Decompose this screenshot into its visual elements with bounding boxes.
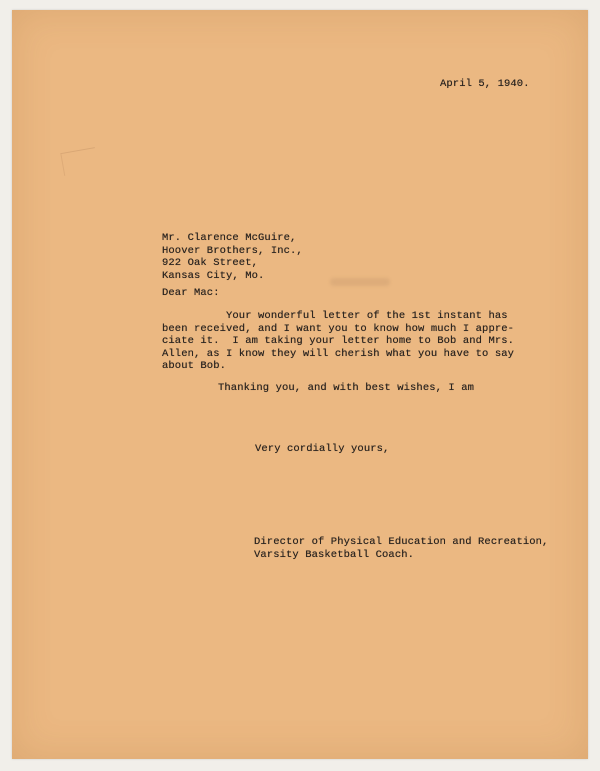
signature-line: Director of Physical Education and Recreation, [254, 536, 549, 548]
salutation: Dear Mac: [162, 287, 220, 299]
letter-page [12, 10, 588, 759]
recipient-address [162, 232, 303, 282]
letter-date: April 5, 1940. [440, 78, 530, 90]
body-line: Your wonderful letter of the 1st instant has [162, 310, 508, 322]
recipient-line: Mr. Clarence McGuire, [162, 232, 297, 244]
signature-block [254, 536, 548, 561]
body-line: ciate it. I am taking your letter home to Bob and Mrs. [162, 335, 515, 348]
paper-mark [60, 147, 98, 176]
recipient-line: Kansas City, Mo. [162, 269, 265, 282]
body-line: about Bob. [162, 360, 227, 373]
recipient-line: 922 Oak Street, [162, 257, 259, 270]
body-line: been received, and I want you to know how much I appre- [162, 322, 515, 335]
recipient-line: Hoover Brothers, Inc., [162, 244, 303, 257]
valediction: Very cordially yours, [255, 443, 390, 455]
paper-smudge [330, 278, 390, 286]
letter-body [162, 310, 514, 373]
signature-line: Varsity Basketball Coach. [254, 548, 415, 561]
body-line: Allen, as I know they will cherish what you have to say [162, 347, 515, 360]
closing-line: Thanking you, and with best wishes, I am [218, 382, 475, 394]
